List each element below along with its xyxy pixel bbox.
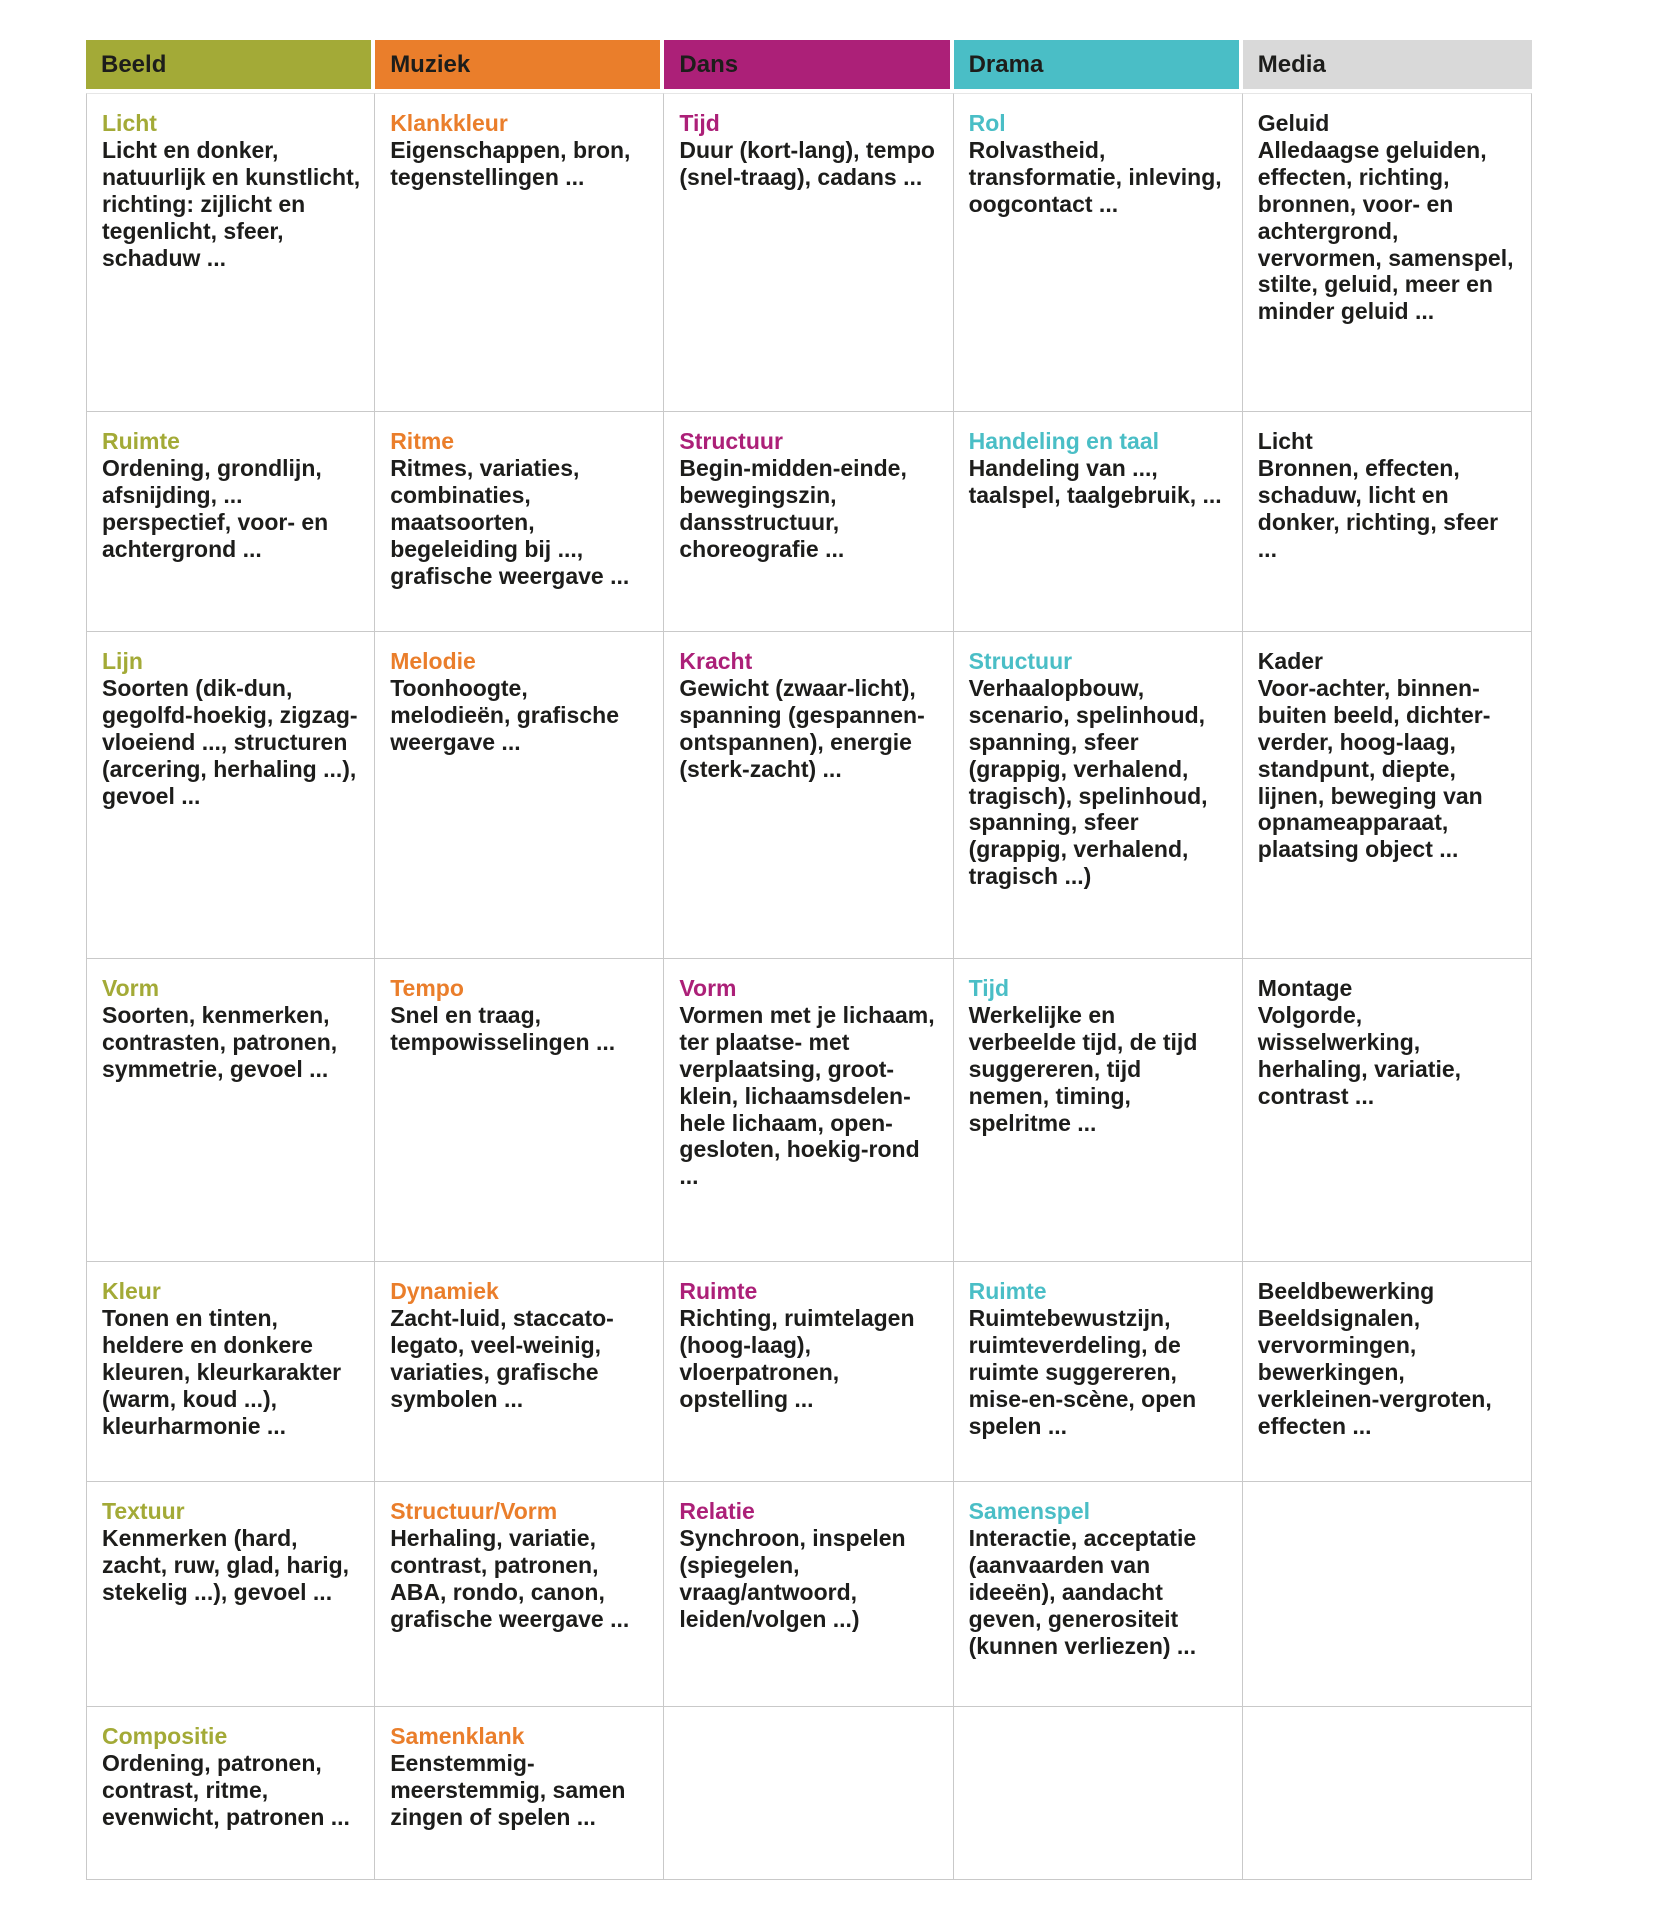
column-header-drama [954, 40, 1243, 93]
column-title: Muziek [390, 50, 471, 78]
cell-heading: Structuur/Vorm [390, 1498, 558, 1524]
cell-heading: Structuur [679, 428, 783, 454]
cell-heading: Rol [968, 110, 1006, 136]
cell-heading: Relatie [679, 1498, 755, 1524]
cell-drama-samenspel [954, 1482, 1243, 1707]
cell-muziek-structuur-vorm [375, 1482, 664, 1707]
cell-heading: Samenspel [968, 1498, 1091, 1524]
cell-heading: Vorm [102, 975, 160, 1001]
cell-dans-kracht [664, 632, 953, 959]
cell-body: Tonen en tinten, heldere en donkere kleuren, kleurkarakter (warm, koud ...), kleurharmonie ... [102, 1304, 342, 1439]
cell-body: Gewicht (zwaar-licht), spanning (gespannen-ontspannen), energie (sterk-zacht) ... [679, 674, 925, 782]
cell-heading: Handeling en taal [968, 428, 1160, 454]
cell-body: Handeling van ..., taalspel, taalgebruik, ... [968, 454, 1222, 508]
column-title: Media [1257, 50, 1326, 78]
cell-body: Zacht-luid, staccato-legato, veel-weinig, variaties, grafische symbolen ... [390, 1304, 614, 1412]
cell-body: Richting, ruimtelagen (hoog-laag), vloerpatronen, opstelling ... [679, 1304, 915, 1412]
cell-body: Soorten (dik-dun, gegolfd-hoekig, zigzag-vloeiend ..., structuren (arcering, herhaling ...), gevoel ... [102, 674, 358, 809]
cell-body: Eigenschappen, bron, tegenstellingen ... [390, 136, 631, 190]
cell-drama-ruimte [954, 1262, 1243, 1482]
cell-body: Snel en traag, tempowisselingen ... [390, 1001, 616, 1055]
cell-heading: Montage [1257, 975, 1353, 1001]
cell-heading: Tempo [390, 975, 464, 1001]
cell-body: Eenstemmig-meerstemmig, samen zingen of spelen ... [390, 1749, 626, 1830]
cell-heading: Klankkleur [390, 110, 508, 136]
cell-beeld-vorm [86, 959, 375, 1262]
cell-body: Voor-achter, binnen-buiten beeld, dichter-verder, hoog-laag, standpunt, diepte, lijnen, beweging van opnameapparaat, plaatsing object ... [1257, 674, 1491, 863]
cell-drama-rol [954, 93, 1243, 412]
cell-media-licht [1243, 412, 1532, 632]
cell-heading: Samenklank [390, 1723, 525, 1749]
cell-body: Soorten, kenmerken, contrasten, patronen, symmetrie, gevoel ... [102, 1001, 338, 1082]
cell-body: Volgorde, wisselwerking, herhaling, variatie, contrast ... [1257, 1001, 1462, 1109]
cell-heading: Melodie [390, 648, 476, 674]
cell-muziek-klankkleur [375, 93, 664, 412]
cell-beeld-ruimte [86, 412, 375, 632]
cell-dans-relatie [664, 1482, 953, 1707]
cell-muziek-samenklank [375, 1707, 664, 1880]
cell-body: Licht en donker, natuurlijk en kunstlicht, richting: zijlicht en tegenlicht, sfeer, schaduw ... [102, 136, 361, 271]
cell-heading: Lijn [102, 648, 143, 674]
cell-body: Begin-midden-einde, bewegingszin, dansstructuur, choreografie ... [679, 454, 907, 562]
cell-heading: Ruimte [968, 1278, 1047, 1304]
cell-body: Rolvastheid, transformatie, inleving, oogcontact ... [968, 136, 1222, 217]
cell-media-kader [1243, 632, 1532, 959]
cell-heading: Vorm [679, 975, 737, 1001]
cell-heading: Ritme [390, 428, 455, 454]
cell-beeld-compositie [86, 1707, 375, 1880]
cell-media-beeldbewerking [1243, 1262, 1532, 1482]
cell-dans-structuur [664, 412, 953, 632]
column-title: Dans [679, 50, 739, 78]
column-title: Beeld [101, 50, 167, 78]
cell-beeld-textuur [86, 1482, 375, 1707]
cell-body: Kenmerken (hard, zacht, ruw, glad, harig, stekelig ...), gevoel ... [102, 1524, 350, 1605]
elements-table [86, 40, 1532, 1880]
cell-heading: Licht [102, 110, 157, 136]
cell-heading: Tijd [679, 110, 720, 136]
cell-dans-tijd [664, 93, 953, 412]
cell-heading: Kader [1257, 648, 1323, 674]
cell-heading: Structuur [968, 648, 1073, 674]
cell-body: Ruimtebewustzijn, ruimteverdeling, de ruimte suggereren, mise-en-scène, open spelen ... [968, 1304, 1197, 1439]
cell-muziek-ritme [375, 412, 664, 632]
cell-muziek-dynamiek [375, 1262, 664, 1482]
cell-beeld-kleur [86, 1262, 375, 1482]
cell-body: Ordening, grondlijn, afsnijding, ... perspectief, voor- en achtergrond ... [102, 454, 329, 562]
cell-body: Interactie, acceptatie (aanvaarden van ideeën), aandacht geven, generositeit (kunnen verliezen) ... [968, 1524, 1197, 1659]
cell-heading: Tijd [968, 975, 1010, 1001]
cell-heading: Compositie [102, 1723, 228, 1749]
cell-body: Verhaalopbouw, scenario, spelinhoud, spanning, sfeer (grappig, verhalend, tragisch), spelinhoud, spanning, sfeer (grappig, verhalend, tragisch ...) [968, 674, 1208, 890]
cell-body: Ordening, patronen, contrast, ritme, evenwicht, patronen ... [102, 1749, 350, 1830]
cell-beeld-lijn [86, 632, 375, 959]
cell-heading: Ruimte [679, 1278, 758, 1304]
cell-heading: Ruimte [102, 428, 180, 454]
cell-body: Werkelijke en verbeelde tijd, de tijd suggereren, tijd nemen, timing, spelritme ... [968, 1001, 1198, 1136]
column-header-beeld [86, 40, 375, 93]
column-header-dans [664, 40, 953, 93]
cell-body: Bronnen, effecten, schaduw, licht en donker, richting, sfeer ... [1257, 454, 1499, 562]
cell-heading: Licht [1257, 428, 1313, 454]
cell-heading: Kleur [102, 1278, 161, 1304]
cell-dans-empty [664, 1707, 953, 1880]
cell-heading: Kracht [679, 648, 753, 674]
column-title: Drama [968, 50, 1044, 78]
cell-body: Herhaling, variatie, contrast, patronen, ABA, rondo, canon, grafische weergave ... [390, 1524, 630, 1632]
cell-dans-vorm [664, 959, 953, 1262]
cell-media-montage [1243, 959, 1532, 1262]
cell-heading: Beeldbewerking [1257, 1278, 1435, 1304]
cell-muziek-melodie [375, 632, 664, 959]
cell-body: Synchroon, inspelen (spiegelen, vraag/antwoord, leiden/volgen ...) [679, 1524, 906, 1632]
cell-body: Duur (kort-lang), tempo (snel-traag), cadans ... [679, 136, 935, 190]
cell-body: Alledaagse geluiden, effecten, richting, bronnen, voor- en achtergrond, vervormen, samenspel, stilte, geluid, meer en minder geluid ... [1257, 136, 1514, 325]
cell-body: Toonhoogte, melodieën, grafische weergave ... [390, 674, 619, 755]
column-header-media [1243, 40, 1532, 93]
cell-drama-structuur [954, 632, 1243, 959]
cell-media-empty [1243, 1707, 1532, 1880]
cell-dans-ruimte [664, 1262, 953, 1482]
column-header-muziek [375, 40, 664, 93]
cell-body: Beeldsignalen, vervormingen, bewerkingen, verkleinen-vergroten, effecten ... [1257, 1304, 1492, 1439]
cell-heading: Textuur [102, 1498, 185, 1524]
cell-drama-empty [954, 1707, 1243, 1880]
cell-drama-tijd [954, 959, 1243, 1262]
cell-body: Ritmes, variaties, combinaties, maatsoorten, begeleiding bij ..., grafische weergave ... [390, 454, 630, 589]
cell-heading: Geluid [1257, 110, 1330, 136]
cell-drama-handeling-en-taal [954, 412, 1243, 632]
cell-media-geluid [1243, 93, 1532, 412]
cell-media-empty [1243, 1482, 1532, 1707]
cell-body: Vormen met je lichaam, ter plaatse- met verplaatsing, groot-klein, lichaamsdelen-hele lichaam, open-gesloten, hoekig-rond ... [679, 1001, 935, 1190]
cell-heading: Dynamiek [390, 1278, 499, 1304]
cell-beeld-licht [86, 93, 375, 412]
cell-muziek-tempo [375, 959, 664, 1262]
